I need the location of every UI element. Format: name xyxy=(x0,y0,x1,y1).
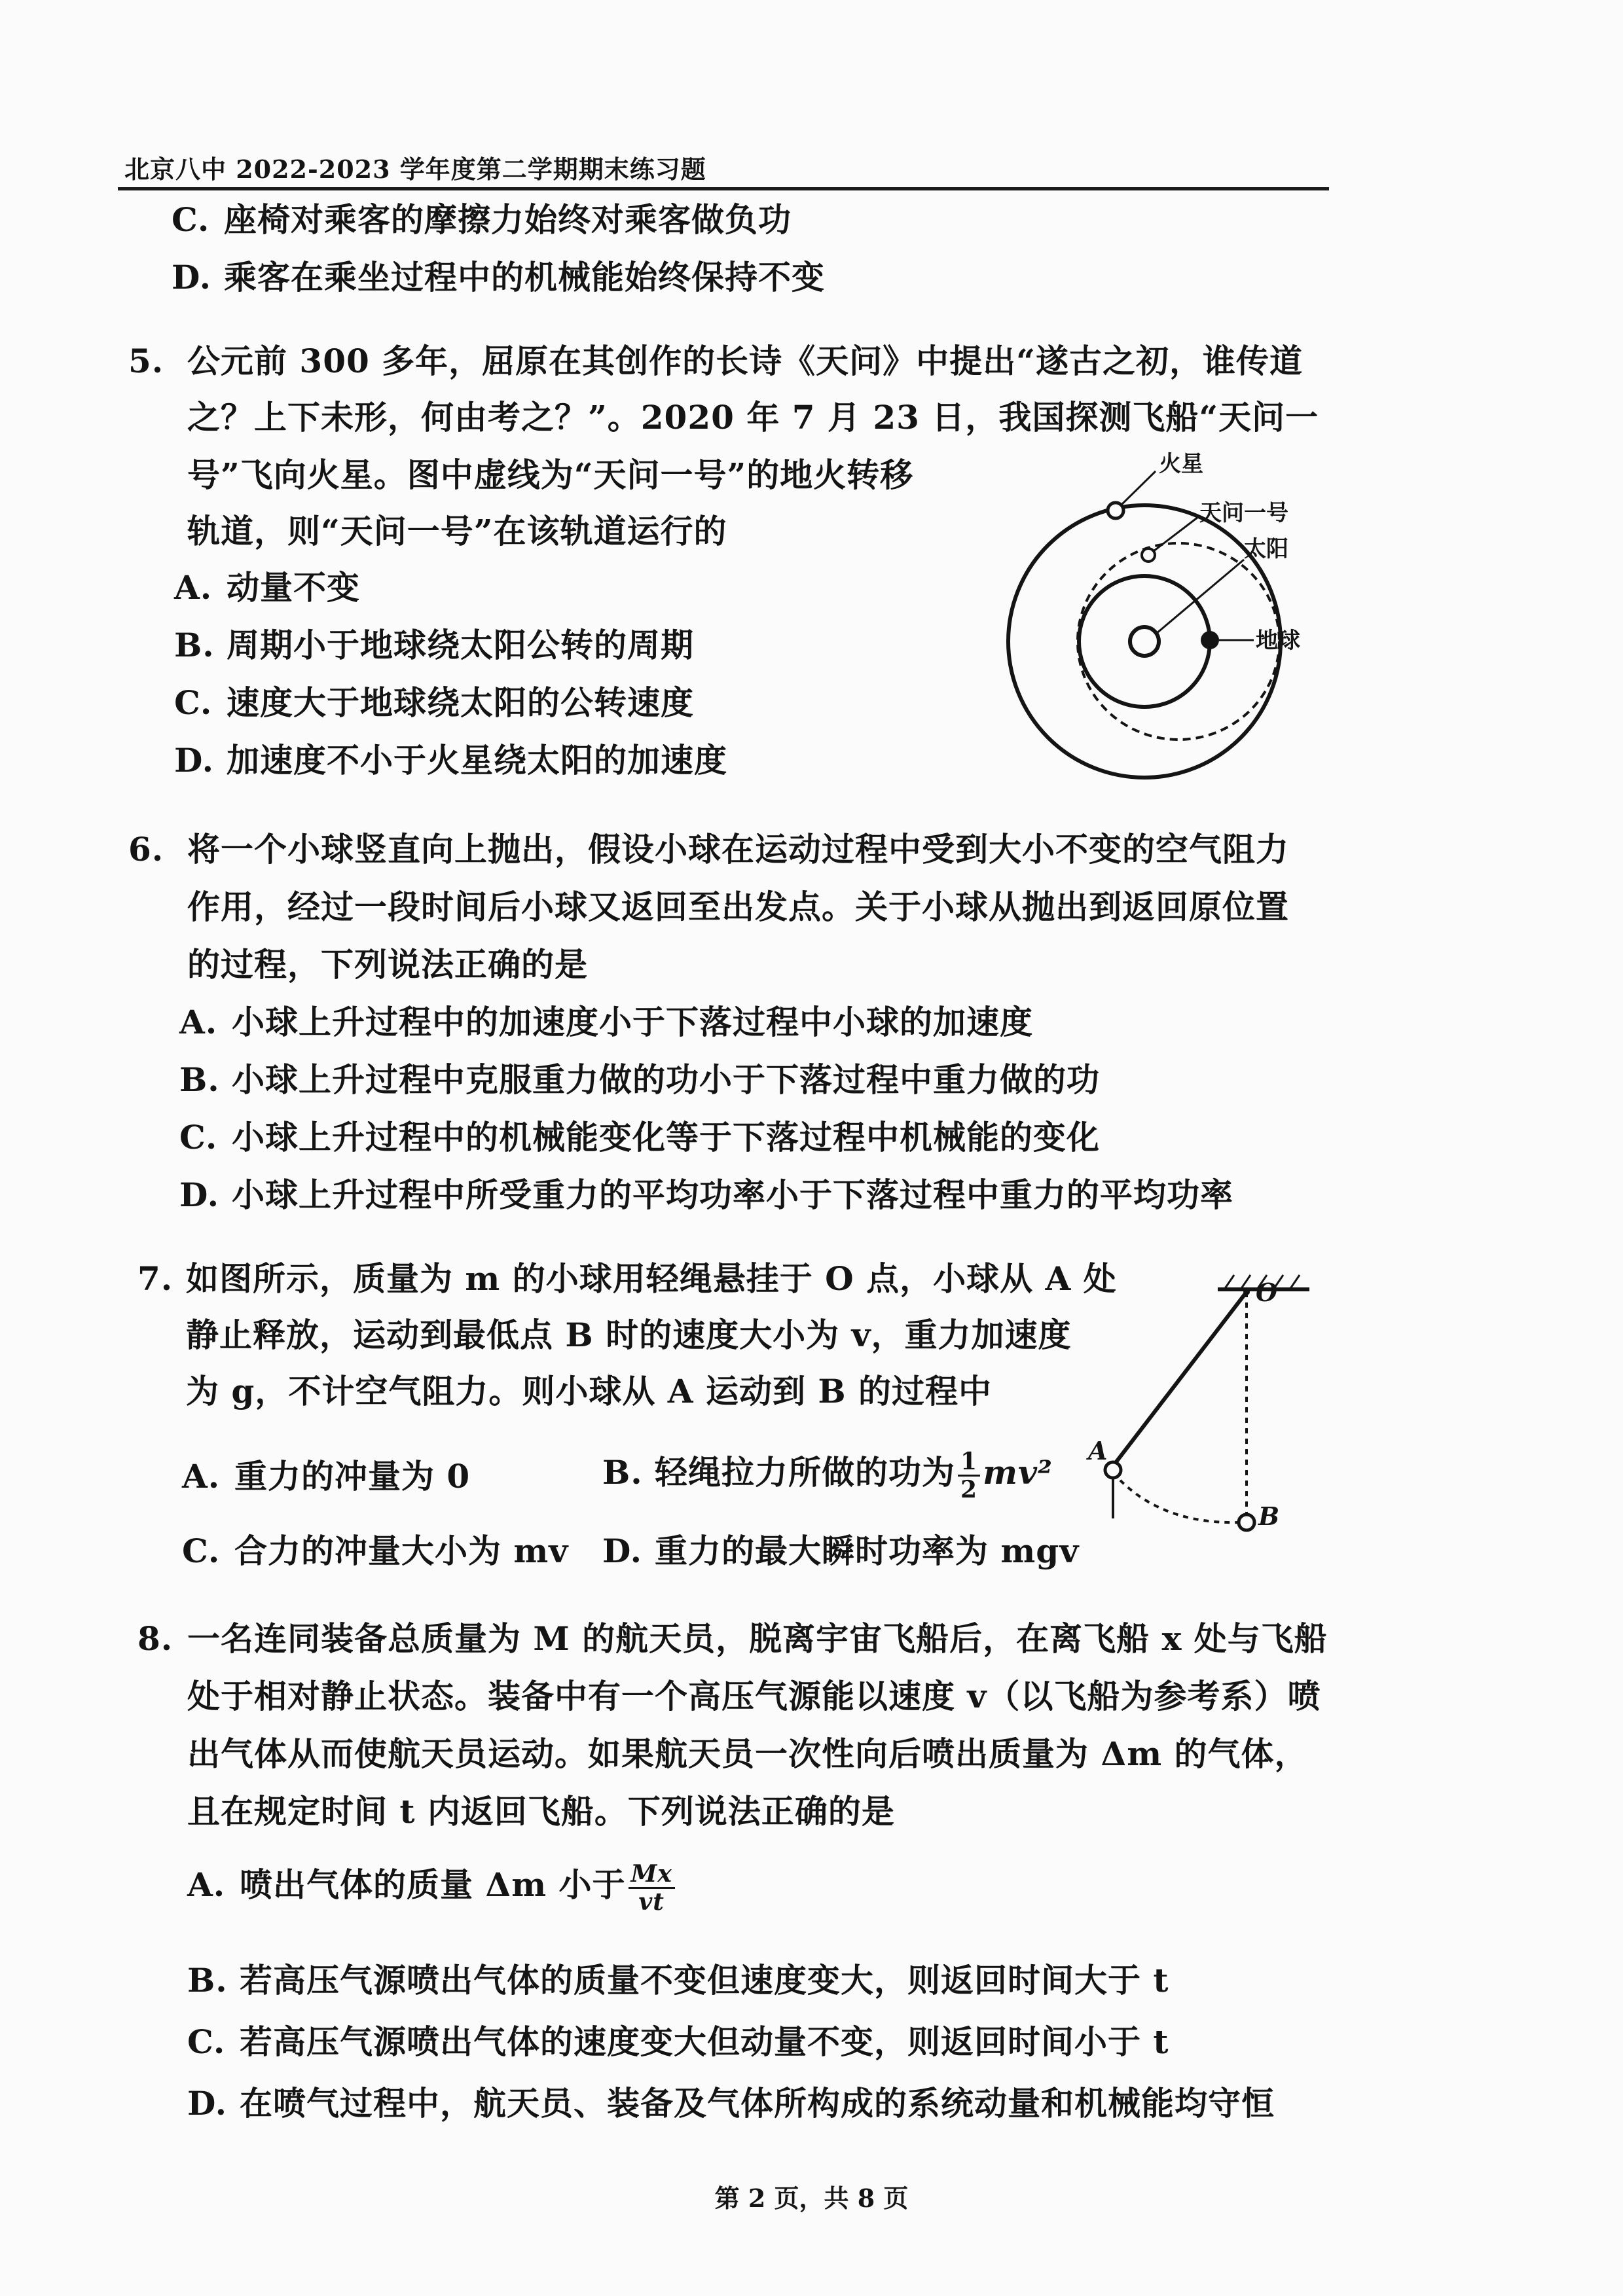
prev-option-c xyxy=(172,194,792,241)
option-text: 重力的冲量为 0 xyxy=(234,1457,471,1496)
option-letter: D. xyxy=(174,741,214,780)
option-letter: B. xyxy=(179,1060,220,1099)
sun-label: 太阳 xyxy=(1244,536,1288,562)
q6-option-a xyxy=(179,996,1033,1043)
option-letter: C. xyxy=(182,1532,221,1570)
q7-option-a xyxy=(182,1450,470,1498)
fraction xyxy=(958,1447,980,1503)
earth-label: 地球 xyxy=(1256,628,1300,654)
earth-icon xyxy=(1201,631,1219,649)
question-number: 8. xyxy=(137,1619,173,1658)
q5-option-d xyxy=(174,734,727,781)
option-text: 小球上升过程中克服重力做的功小于下落过程中重力做的功 xyxy=(232,1060,1100,1099)
mars-label: 火星 xyxy=(1159,451,1203,477)
q5-option-b xyxy=(174,619,694,666)
option-text: 座椅对乘客的摩擦力始终对乘客做负功 xyxy=(224,200,792,239)
option-text: 在喷气过程中，航天员、装备及气体所构成的系统动量和机械能均守恒 xyxy=(240,2084,1275,2123)
fraction-denominator: vt xyxy=(638,1888,665,1916)
fraction-numerator: Mx xyxy=(629,1862,675,1889)
stem-text: 如图所示，质量为 m 的小球用轻绳悬挂于 O 点，小球从 A 处 xyxy=(186,1259,1117,1298)
q8-stem-line1 xyxy=(137,1613,1328,1660)
probe-label: 天问一号 xyxy=(1199,500,1288,526)
label-o: O xyxy=(1256,1278,1278,1307)
q8-option-c xyxy=(187,2016,1169,2063)
label-a: A xyxy=(1088,1436,1108,1465)
option-text: 喷出气体的质量 Δm 小于 xyxy=(240,1865,626,1904)
option-text: 合力的冲量大小为 mv xyxy=(234,1532,569,1570)
probe-leader xyxy=(1154,517,1198,551)
option-text: 动量不变 xyxy=(227,568,360,607)
q7-stem-line2: 静止释放，运动到最低点 B 时的速度大小为 v，重力加速度 xyxy=(186,1316,1072,1354)
option-text: 小球上升过程中的加速度小于下落过程中小球的加速度 xyxy=(232,1003,1033,1041)
option-letter: C. xyxy=(174,683,213,722)
question-number: 7. xyxy=(137,1259,173,1298)
option-letter: B. xyxy=(174,626,215,664)
option-letter: B. xyxy=(187,1961,228,2000)
stem-text: 将一个小球竖直向上抛出，假设小球在运动过程中受到大小不变的空气阻力 xyxy=(187,830,1289,869)
q7-option-b xyxy=(602,1446,1053,1501)
option-text: 若高压气源喷出气体的质量不变但速度变大，则返回时间大于 t xyxy=(240,1961,1169,2000)
q5-stem-line2: 之？上下未形，何由考之？”。2020 年 7 月 23 日，我国探测飞船“天问一 xyxy=(187,398,1319,437)
q8-stem-line4: 且在规定时间 t 内返回飞船。下列说法正确的是 xyxy=(187,1792,895,1831)
q6-stem-line1 xyxy=(128,823,1289,870)
q8-stem-line3: 出气体从而使航天员运动。如果航天员一次性向后喷出质量为 Δm 的气体， xyxy=(187,1734,1308,1773)
option-text-tail: mv² xyxy=(983,1453,1053,1492)
q5-option-c xyxy=(174,677,694,724)
mars-leader xyxy=(1121,471,1156,505)
document-header: 北京八中 2022-2023 学年度第二学期期末练习题 xyxy=(124,154,706,184)
q7-stem-line1 xyxy=(137,1253,1117,1300)
option-text: 小球上升过程中的机械能变化等于下落过程中机械能的变化 xyxy=(232,1118,1100,1157)
option-text: 周期小于地球绕太阳公转的周期 xyxy=(227,626,694,664)
option-letter: D. xyxy=(172,258,211,296)
ball-b-icon xyxy=(1239,1515,1254,1530)
ball-a-icon xyxy=(1105,1462,1121,1478)
option-letter: A. xyxy=(187,1865,226,1904)
stem-text: 一名连同装备总质量为 M 的航天员，脱离宇宙飞船后，在离飞船 x 处与飞船 xyxy=(187,1619,1328,1658)
stem-text: 公元前 300 多年，屈原在其创作的长诗《天问》中提出“遂古之初，谁传道 xyxy=(187,342,1303,380)
q7-option-d xyxy=(602,1525,1079,1572)
q5-orbit-diagram xyxy=(995,445,1336,785)
sun-icon xyxy=(1130,627,1159,656)
q7-pendulum-diagram xyxy=(1087,1270,1336,1571)
option-text: 轻绳拉力所做的功为 xyxy=(655,1453,955,1492)
option-letter: A. xyxy=(174,568,213,607)
fraction-numerator: 1 xyxy=(958,1450,980,1477)
label-b: B xyxy=(1258,1501,1280,1531)
prev-option-d xyxy=(172,251,825,298)
option-letter: C. xyxy=(187,2022,226,2061)
option-text: 重力的最大瞬时功率为 mgv xyxy=(655,1532,1080,1570)
page-number: 第 2 页，共 8 页 xyxy=(714,2183,909,2213)
fraction-denominator: 2 xyxy=(960,1475,978,1503)
q5-stem-line1 xyxy=(128,335,1303,382)
q6-stem-line3: 的过程，下列说法正确的是 xyxy=(187,945,588,984)
option-letter: A. xyxy=(179,1003,218,1041)
question-number: 6. xyxy=(128,830,164,869)
q8-option-a xyxy=(187,1859,678,1914)
q5-stem-line3: 号”飞向火星。图中虚线为“天问一号”的地火转移 xyxy=(187,456,914,494)
q5-option-a xyxy=(174,562,360,609)
option-letter: D. xyxy=(602,1532,642,1570)
swing-arc xyxy=(1113,1473,1241,1522)
q6-option-c xyxy=(179,1111,1100,1158)
option-letter: B. xyxy=(602,1453,643,1492)
q7-stem-line3: 为 g，不计空气阻力。则小球从 A 运动到 B 的过程中 xyxy=(186,1372,993,1410)
header-divider xyxy=(118,187,1329,190)
rope xyxy=(1113,1292,1247,1466)
question-number: 5. xyxy=(128,342,164,380)
option-text: 若高压气源喷出气体的速度变大但动量不变，则返回时间小于 t xyxy=(240,2022,1169,2061)
option-letter: D. xyxy=(187,2084,227,2123)
option-text: 加速度不小于火星绕太阳的加速度 xyxy=(227,741,727,780)
option-text: 小球上升过程中所受重力的平均功率小于下落过程中重力的平均功率 xyxy=(232,1175,1233,1214)
transfer-orbit xyxy=(1078,543,1279,740)
fraction xyxy=(629,1859,675,1916)
q6-stem-line2: 作用，经过一段时间后小球又返回至出发点。关于小球从抛出到返回原位置 xyxy=(187,888,1289,926)
q5-stem-line4: 轨道，则“天问一号”在该轨道运行的 xyxy=(187,512,727,550)
q6-option-b xyxy=(179,1054,1100,1101)
q8-option-d xyxy=(187,2077,1275,2125)
option-letter: A. xyxy=(182,1457,221,1496)
option-text: 速度大于地球绕太阳的公转速度 xyxy=(227,683,694,722)
option-text: 乘客在乘坐过程中的机械能始终保持不变 xyxy=(224,258,825,296)
q7-option-c xyxy=(182,1525,568,1572)
option-letter: C. xyxy=(172,200,210,239)
q8-stem-line2: 处于相对静止状态。装备中有一个高压气源能以速度 v（以飞船为参考系）喷 xyxy=(187,1677,1321,1715)
sun-leader xyxy=(1156,560,1244,634)
option-letter: D. xyxy=(179,1175,219,1214)
option-letter: C. xyxy=(179,1118,218,1157)
probe-icon xyxy=(1142,548,1155,562)
q8-option-b xyxy=(187,1954,1169,2001)
q6-option-d xyxy=(179,1169,1233,1216)
